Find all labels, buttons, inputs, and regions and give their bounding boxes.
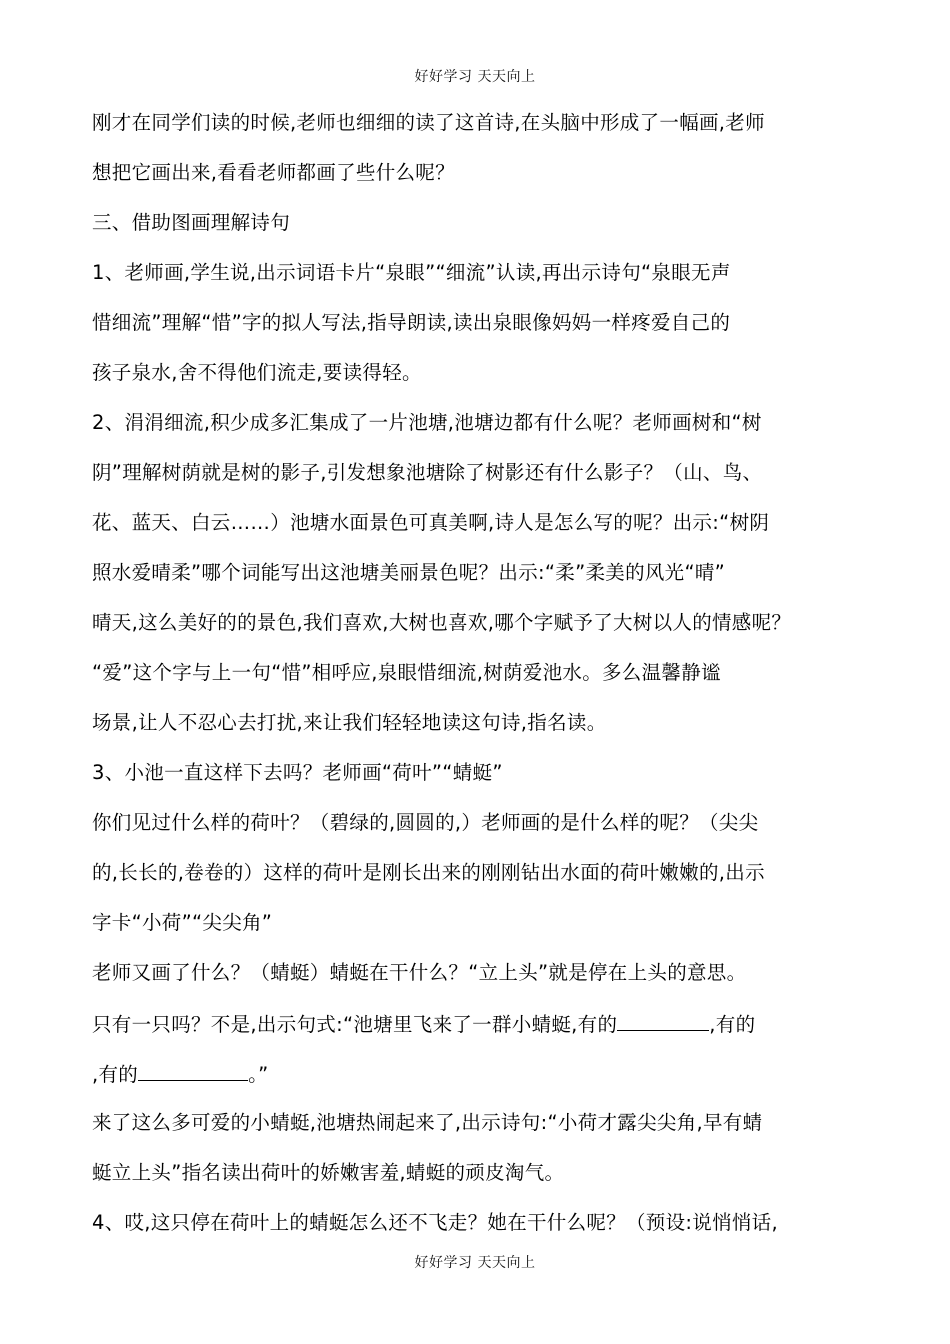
fill-in-line <box>92 1004 872 1054</box>
text-line: 字卡“小荷”“尖尖角” <box>92 911 273 934</box>
fill-in-text-after: ,有的 <box>709 1013 756 1036</box>
text-line: 孩子泉水,舍不得他们流走,要读得轻。 <box>92 361 422 384</box>
text-line: 3、小池一直这样下去吗？老师画“荷叶”“蜻蜓” <box>92 761 503 784</box>
text-line: 你们见过什么样的荷叶？（碧绿的,圆圆的,）老师画的是什么样的呢？（尖尖 <box>92 811 759 834</box>
text-line: 4、哎,这只停在荷叶上的蜻蜓怎么还不飞走？她在干什么呢？（预设:说悄悄话, <box>92 1211 778 1234</box>
text-line: 想把它画出来,看看老师都画了些什么呢？ <box>92 161 455 184</box>
fill-in-text-after: 。” <box>248 1063 269 1086</box>
text-line: 的,长长的,卷卷的）这样的荷叶是刚长出来的刚刚钻出水面的荷叶嫩嫩的,出示 <box>92 861 765 884</box>
text-line: 来了这么多可爱的小蜻蜓,池塘热闹起来了,出示诗句:“小荷才露尖尖角,早有蜻 <box>92 1111 763 1134</box>
text-line: 阴”理解树荫就是树的影子,引发想象池塘除了树影还有什么影子？（山、鸟、 <box>92 461 763 484</box>
document-body <box>92 104 872 1254</box>
fill-in-text-before: ,有的 <box>92 1063 139 1086</box>
fill-in-blank <box>617 1004 709 1031</box>
fill-in-blank <box>138 1054 248 1081</box>
fill-in-text-before: 只有一只吗？不是,出示句式:“池塘里飞来了一群小蜻蜓,有的 <box>92 1013 618 1036</box>
section-heading: 三、借助图画理解诗句 <box>92 211 291 234</box>
text-line: 老师又画了什么？（蜻蜓）蜻蜓在干什么？“立上头”就是停在上头的意思。 <box>92 961 747 984</box>
text-line: 晴天,这么美好的的景色,我们喜欢,大树也喜欢,哪个字赋予了大树以人的情感呢？ <box>92 611 792 634</box>
text-line: 照水爱晴柔”哪个词能写出这池塘美丽景色呢？出示:“柔”柔美的风光“晴” <box>92 561 726 584</box>
page-header: 好好学习 天天向上 <box>414 69 536 85</box>
text-line: 场景,让人不忍心去打扰,来让我们轻轻地读这句诗,指名读。 <box>92 711 607 734</box>
text-line: “爱”这个字与上一句“惜”相呼应,泉眼惜细流,树荫爱池水。多么温馨静谧 <box>92 661 721 684</box>
text-line: 刚才在同学们读的时候,老师也细细的读了这首诗,在头脑中形成了一幅画,老师 <box>92 111 765 134</box>
page-footer: 好好学习 天天向上 <box>414 1255 536 1271</box>
text-line: 惜细流”理解“惜”字的拟人写法,指导朗读,读出泉眼像妈妈一样疼爱自己的 <box>92 311 731 334</box>
text-line: 1、老师画,学生说,出示词语卡片“泉眼”“细流”认读,再出示诗句“泉眼无声 <box>92 261 731 284</box>
text-line: 花、蓝天、白云……）池塘水面景色可真美啊,诗人是怎么写的呢？出示:“树阴 <box>92 511 770 534</box>
fill-in-line <box>92 1054 872 1104</box>
text-line: 2、涓涓细流,积少成多汇集成了一片池塘,池塘边都有什么呢？老师画树和“树 <box>92 411 762 434</box>
text-line: 蜓立上头”指名读出荷叶的娇嫩害羞,蜻蜓的顽皮淘气。 <box>92 1161 565 1184</box>
